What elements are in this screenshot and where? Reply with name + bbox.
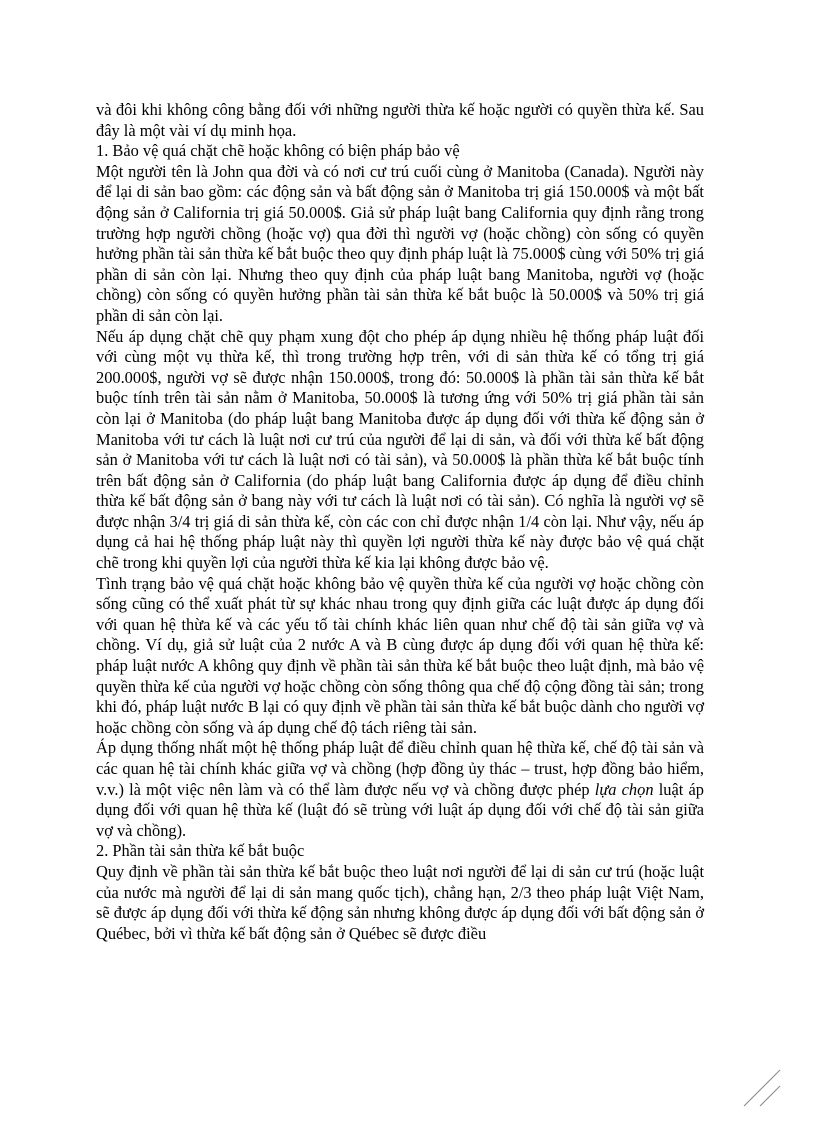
paragraph-text: luật áp dụng đối với quan hệ thừa kế (luật đó sẽ trùng với luật áp dụng đối với chế độ tài sản giữa vợ và chồng). [96,779,704,840]
paragraph: và đôi khi không công bằng đối với những người thừa kế hoặc người có quyền thừa kế. Sau đây là một vài ví dụ minh họa. [96,100,704,140]
paragraph: Nếu áp dụng chặt chẽ quy phạm xung đột cho phép áp dụng nhiều hệ thống pháp luật đối với cùng một vụ thừa kế, thì trong trường hợp trên, với di sản thừa kế có tổng trị giá 200.000$, người vợ sẽ được nhận 150.000$, trong đó: 50.000$ là phần tài sản thừa kế bắt buộc tính trên tài sản nằm ở Manitoba, 50.000$ là tương ứng với 50% trị giá phần tài sản còn lại ở Manitoba (do pháp luật bang Manitoba được áp dụng đối với thừa kế động sản ở Manitoba với tư cách là luật nơi cư trú của người để lại di sản, và đối với thừa kế bất động sản ở Manitoba với tư cách là luật nơi có tài sản), và 50.000$ là phần thừa kế bắt buộc tính trên bất động sản ở California (do pháp luật bang California được áp dụng để điều chỉnh thừa kế bất động sản ở bang này với tư cách là luật nơi có tài sản). Có nghĩa là người vợ sẽ được nhận 3/4 trị giá di sản thừa kế, còn các con chỉ được nhận 1/4 còn lại. Như vậy, nếu áp dụng cả hai hệ thống pháp luật này thì quyền lợi người thừa kế này được bảo vệ quá chặt chẽ trong khi quyền lợi của người thừa kế kia lại không được bảo vệ. [96,326,704,573]
body-text [96,100,704,944]
paragraph: Tình trạng bảo vệ quá chặt hoặc không bảo vệ quyền thừa kế của người vợ hoặc chồng còn sống cũng có thể xuất phát từ sự khác nhau trong quy định giữa các luật được áp dụng đối với quan hệ thừa kế và các yếu tố tài chính khác liên quan như chế độ tài sản giữa vợ và chồng. Ví dụ, giả sử luật của 2 nước A và B cùng được áp dụng đối với quan hệ thừa kế: pháp luật nước A không quy định về phần tài sản thừa kế bắt buộc theo luật định, mà bảo vệ quyền thừa kế của người vợ hoặc chồng còn sống thông qua chế độ cộng đồng tài sản; trong khi đó, pháp luật nước B lại có quy định về phần tài sản thừa kế bắt buộc dành cho người vợ hoặc chồng còn sống và áp dụng chế độ tách riêng tài sản. [96,573,704,737]
section-heading: 1. Bảo vệ quá chặt chẽ hoặc không có biện pháp bảo vệ [96,141,460,161]
paragraph-text: Áp dụng thống nhất một hệ thống pháp luật để điều chỉnh quan hệ thừa kế, chế độ tài sản và các quan hệ tài chính khác giữa vợ và chồng (hợp đồng ủy thác – trust, hợp đồng bảo hiểm, v.v.) là một việc nên làm và có thể làm được nếu vợ và chồng được phép [96,738,704,799]
paragraph: Quy định về phần tài sản thừa kế bắt buộc theo luật nơi người để lại di sản cư trú (hoặc luật của nước mà người để lại di sản mang quốc tịch), chẳng hạn, 2/3 theo pháp luật Việt Nam, sẽ được áp dụng đối với thừa kế động sản nhưng không được áp dụng đối với bất động sản ở Québec, bởi vì thừa kế bất động sản ở Québec sẽ được điều [96,861,704,943]
page-corner-mark-icon [742,1068,782,1108]
paragraph: Một người tên là John qua đời và có nơi cư trú cuối cùng ở Manitoba (Canada). Người này để lại di sản bao gồm: các động sản và bất động sản ở Manitoba trị giá 150.000$ và một bất động sản ở California trị giá 50.000$. Giả sử pháp luật bang California quy định rằng trong trường hợp người chồng (hoặc vợ) qua đời thì người vợ (hoặc chồng) còn sống có quyền hưởng phần tài sản thừa kế bắt buộc theo quy định pháp luật là 75.000$ cùng với 50% trị giá phần di sản còn lại. Nhưng theo quy định của pháp luật bang Manitoba, người vợ (hoặc chồng) còn sống có quyền hưởng phần tài sản thừa kế bắt buộc là 50.000$ và 50% trị giá phần di sản còn lại. [96,161,704,325]
section-heading: 2. Phần tài sản thừa kế bắt buộc [96,841,305,861]
paragraph [96,738,704,841]
emphasis-text: lựa chọn [594,779,654,799]
